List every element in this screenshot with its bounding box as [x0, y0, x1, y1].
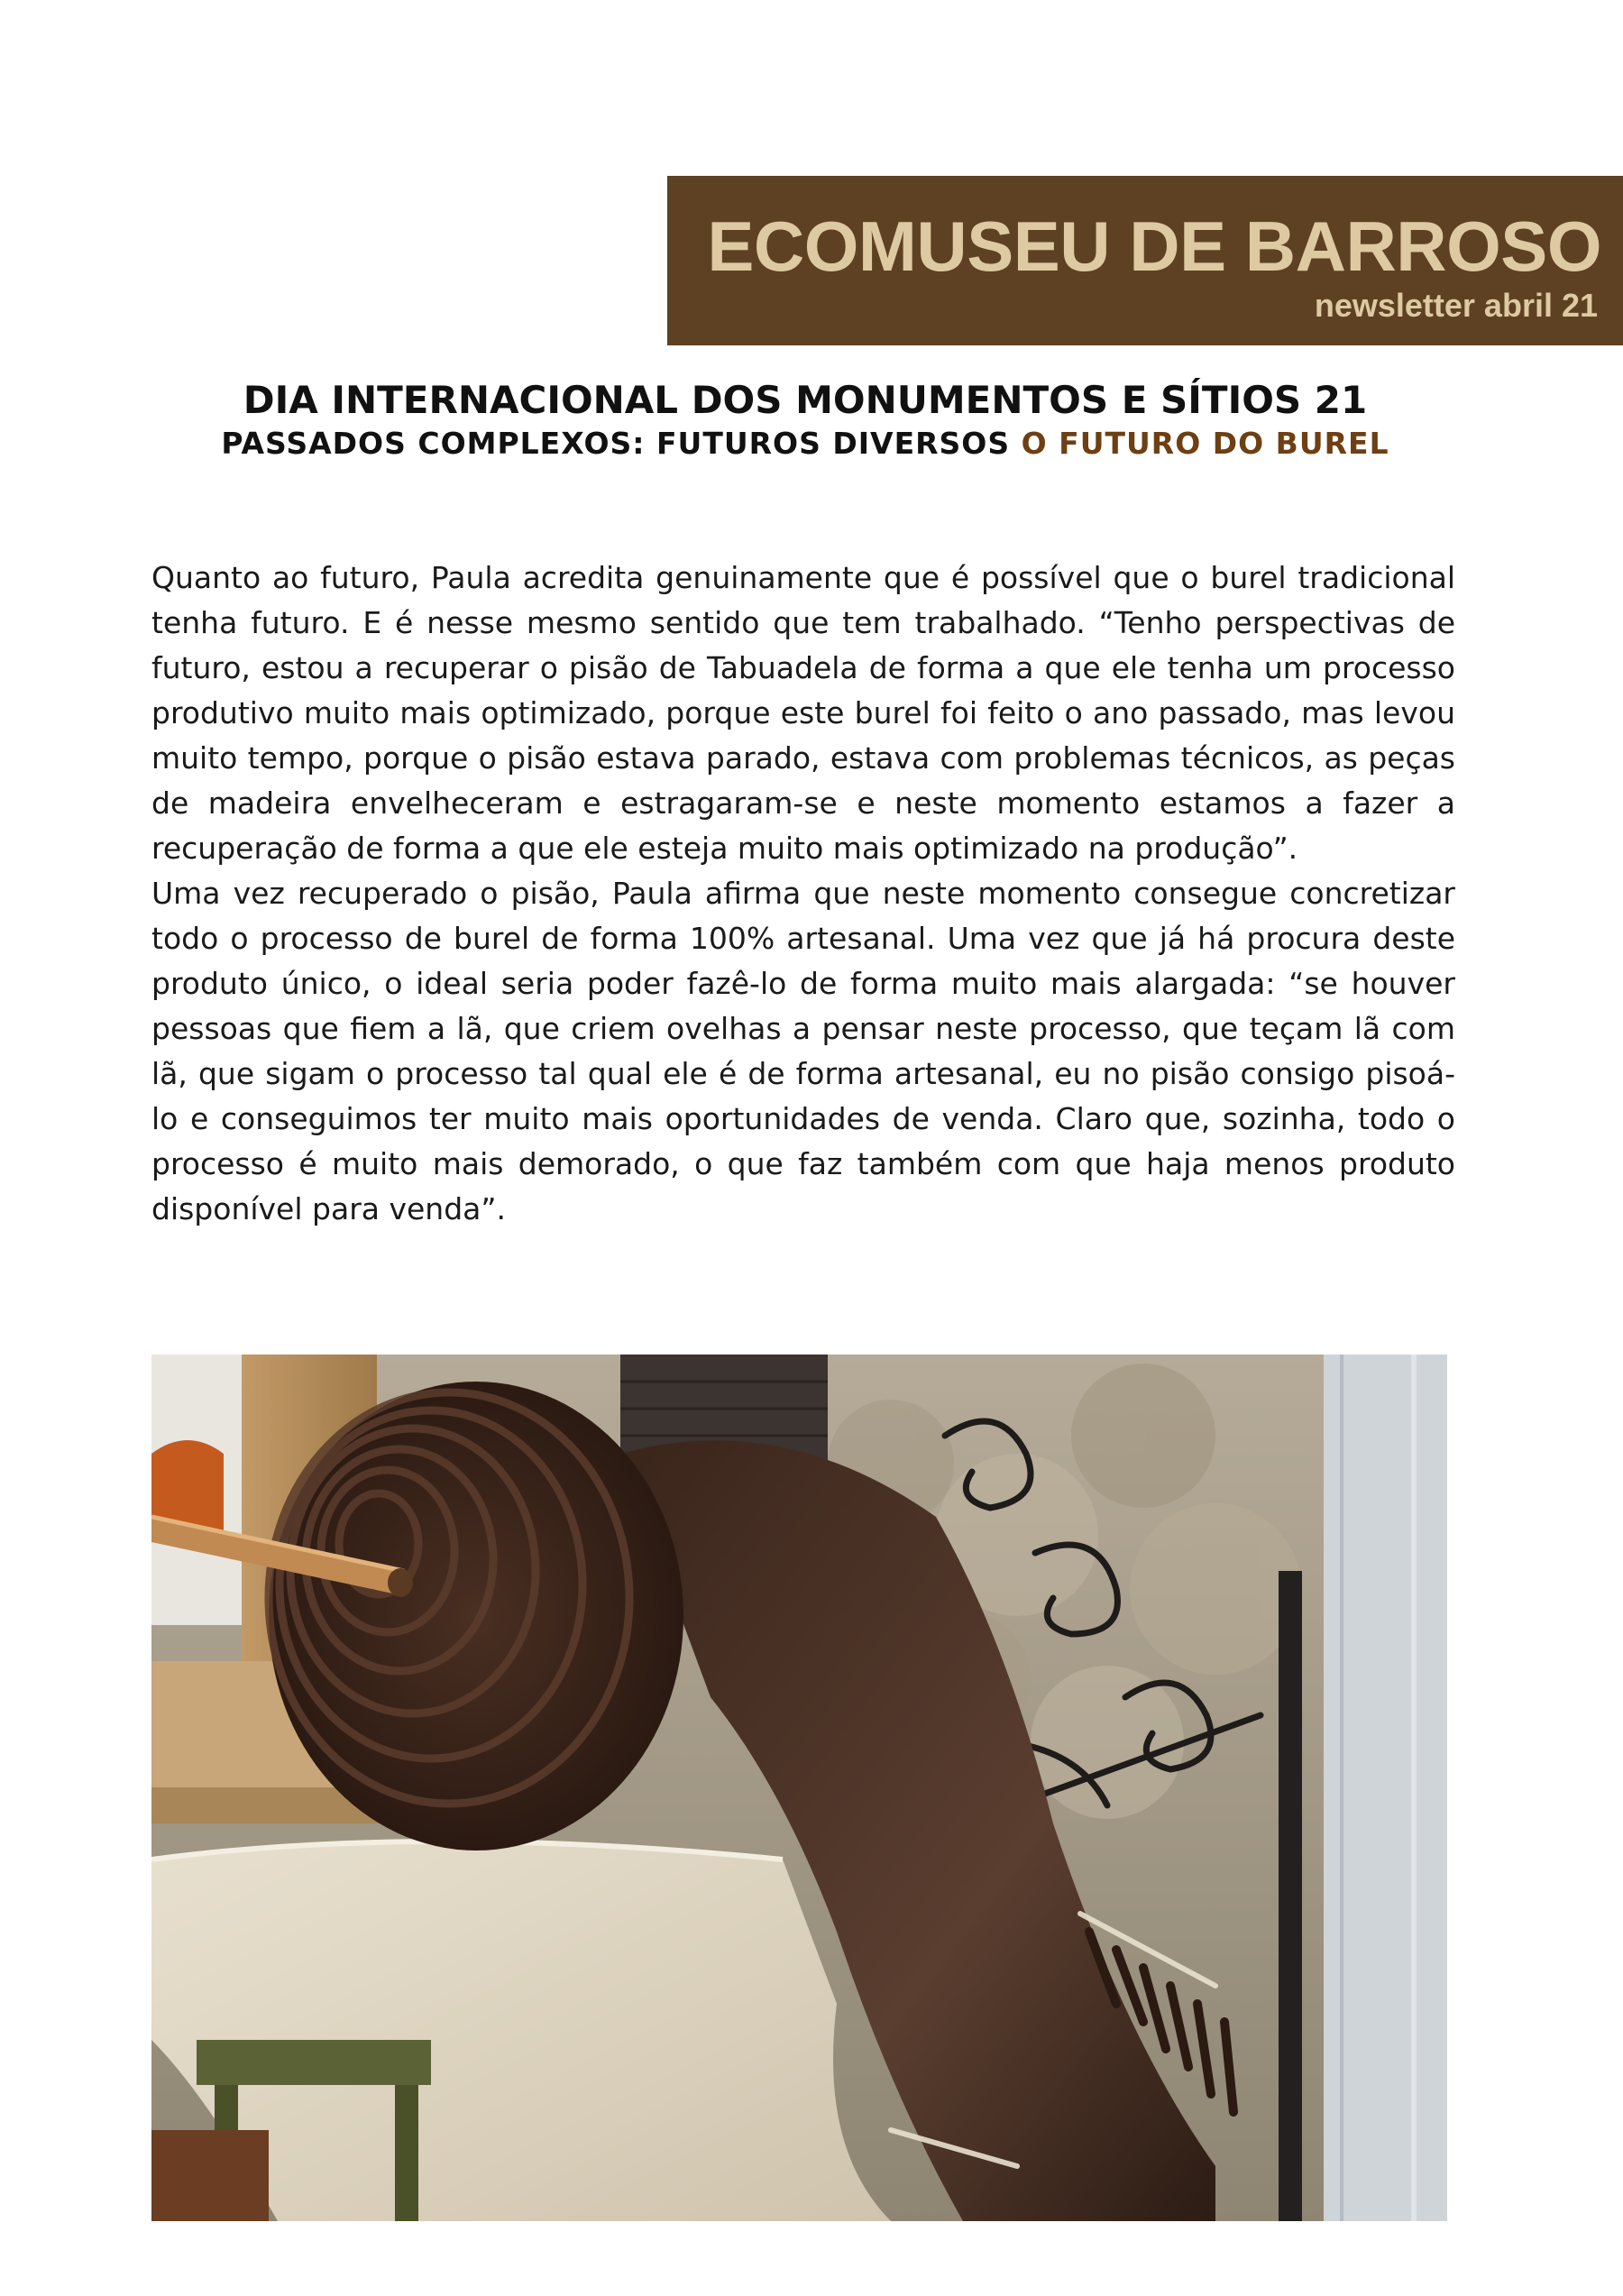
article-paragraph-1: Quanto ao futuro, Paula acredita genuinamente que é possível que o burel tradicional tenha futuro. E é nesse mesmo sentido que tem trabalhado. “Tenho perspectivas de futuro, estou a recuperar o pisão de Tabuadela de forma a que ele tenha um processo produtivo muito mais optimizado, porque este burel foi feito o ano passado, mas levou muito tempo, porque o pisão estava parado, estava com problemas técnicos, as peças de madeira envelheceram e estragaram-se e neste momento estamos a fazer a recuperação de forma a que ele esteja muito mais optimizado na produção”.: [151, 560, 1455, 866]
masthead-title: ECOMUSEU DE BARROSO: [707, 207, 1601, 286]
headline-subtitle-accent: O FUTURO DO BUREL: [1021, 426, 1389, 461]
burel-photo: [151, 1355, 1447, 2221]
headline-subtitle-prefix: PASSADOS COMPLEXOS: FUTUROS DIVERSOS: [221, 426, 1011, 461]
article-body: [151, 556, 1455, 1232]
iron-post: [1279, 1571, 1302, 2221]
green-stool: [197, 2040, 431, 2085]
headline-title: DIA INTERNACIONAL DOS MONUMENTOS E SÍTIOS 21: [243, 378, 1368, 422]
article-paragraph-2: Uma vez recuperado o pisão, Paula afirma que neste momento consegue concretizar todo o processo de burel de forma 100% artesanal. Uma vez que já há procura deste produto único, o ideal seria poder fazê-lo de forma muito mais alargada: “se houver pessoas que fiem a lã, que criem ovelhas a pensar neste processo, que teçam lã com lã, que sigam o processo tal qual ele é de forma artesanal, eu no pisão consigo pisoá-lo e conseguimos ter muito mais oportunidades de venda. Claro que, sozinha, todo o processo é muito mais demorado, o que faz também com que haja menos produto disponível para venda”.: [151, 876, 1455, 1226]
headline-subtitle: [151, 424, 1459, 464]
article-headline: [151, 377, 1459, 464]
masthead-subtitle: newsletter abril 21: [1314, 287, 1598, 324]
burel-photo-illustration: [151, 1355, 1447, 2221]
masthead-banner: [667, 176, 1623, 345]
